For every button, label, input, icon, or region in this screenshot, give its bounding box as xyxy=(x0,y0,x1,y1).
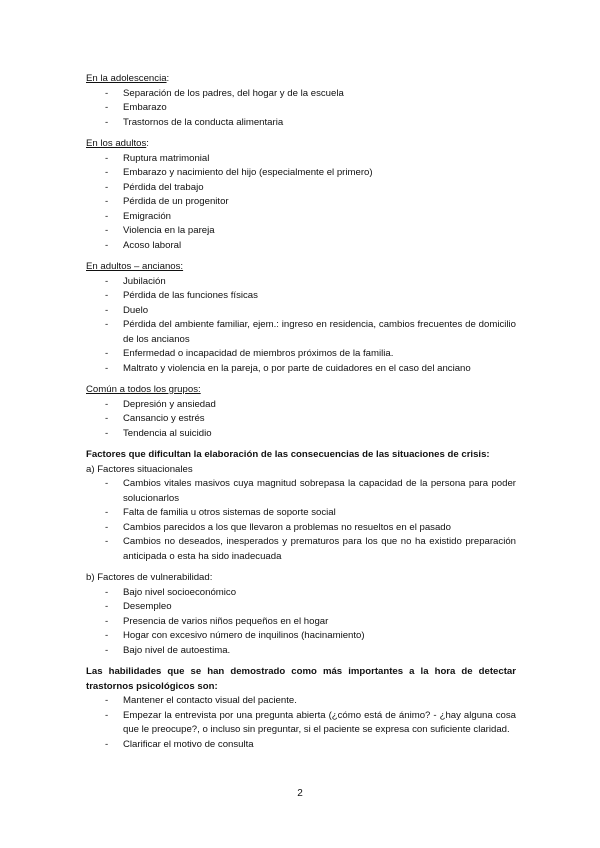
heading-colon: : xyxy=(146,138,149,149)
list-item: - Ruptura matrimonial xyxy=(86,152,516,167)
list-ancianos xyxy=(86,275,516,377)
list-item: - Hogar con excesivo número de inquilinos (hacinamiento) xyxy=(86,629,516,644)
list-item: - Mantener el contacto visual del paciente. xyxy=(86,694,516,709)
list-item: - Cambios parecidos a los que llevaron a problemas no resueltos en el pasado xyxy=(86,521,516,536)
list-item: - Clarificar el motivo de consulta xyxy=(86,738,516,753)
list-item: - Maltrato y violencia en la pareja, o por parte de cuidadores en el caso del anciano xyxy=(86,362,516,377)
list-item: - Pérdida de las funciones físicas xyxy=(86,289,516,304)
section-heading-comun: Común a todos los grupos: xyxy=(86,384,201,395)
list-adolescencia xyxy=(86,87,516,131)
list-item: - Acoso laboral xyxy=(86,239,516,254)
list-item: - Trastornos de la conducta alimentaria xyxy=(86,116,516,131)
heading-text: En los adultos xyxy=(86,138,147,149)
list-item: - Embarazo y nacimiento del hijo (especialmente el primero) xyxy=(86,166,516,181)
list-item: - Duelo xyxy=(86,304,516,319)
list-situacionales xyxy=(86,477,516,564)
list-item: - Cambios vitales masivos cuya magnitud sobrepasa la capacidad de la persona para poder solucionarlos xyxy=(86,477,516,506)
list-item: - Violencia en la pareja xyxy=(86,224,516,239)
section-heading-factores: Factores que dificultan la elaboración de las consecuencias de las situaciones de crisis: xyxy=(86,449,490,460)
list-item: - Tendencia al suicidio xyxy=(86,427,516,442)
list-item: - Pérdida del ambiente familiar, ejem.: ingreso en residencia, cambios frecuentes de domicilio de los ancianos xyxy=(86,318,516,347)
list-item: - Enfermedad o incapacidad de miembros próximos de la familia. xyxy=(86,347,516,362)
section-heading-adolescencia xyxy=(86,72,516,87)
subheading-situacionales: a) Factores situacionales xyxy=(86,463,193,475)
list-habilidades xyxy=(86,694,516,752)
list-item: - Bajo nivel de autoestima. xyxy=(86,644,516,659)
list-item: - Cansancio y estrés xyxy=(86,412,516,427)
list-item: - Cambios no deseados, inesperados y prematuros para los que no ha existido preparación anticipada o esta ha sido inadecuada xyxy=(86,535,516,564)
heading-colon: : xyxy=(166,73,170,84)
list-comun xyxy=(86,398,516,442)
list-item: - Depresión y ansiedad xyxy=(86,398,516,413)
list-vulnerabilidad xyxy=(86,586,516,659)
list-item: - Jubilación xyxy=(86,275,516,290)
list-item: - Falta de familia u otros sistemas de soporte social xyxy=(86,506,516,521)
section-heading-adultos xyxy=(86,137,516,152)
page-number: 2 xyxy=(297,788,303,799)
list-item: - Presencia de varios niños pequeños en el hogar xyxy=(86,615,516,630)
document-body xyxy=(86,72,516,752)
list-item: - Desempleo xyxy=(86,600,516,615)
section-heading-habilidades: Las habilidades que se han demostrado como más importantes a la hora de detectar trastornos psicológicos son: xyxy=(86,666,516,692)
list-item: - Separación de los padres, del hogar y de la escuela xyxy=(86,87,516,102)
list-item: - Embarazo xyxy=(86,101,516,116)
section-heading-ancianos: En adultos – ancianos: xyxy=(86,261,184,272)
list-item: - Emigración xyxy=(86,210,516,225)
heading-text: En la adolescencia xyxy=(86,73,167,84)
list-item: - Bajo nivel socioeconómico xyxy=(86,586,516,601)
list-adultos xyxy=(86,152,516,254)
list-item: - Pérdida del trabajo xyxy=(86,181,516,196)
list-item: - Empezar la entrevista por una pregunta abierta (¿cómo está de ánimo? - ¿hay alguna cosa que le preocupe?, o incluso sin preguntar, si el paciente se expresa con suficiente claridad. xyxy=(86,709,516,738)
subheading-vulnerabilidad: b) Factores de vulnerabilidad: xyxy=(86,572,213,583)
list-item: - Pérdida de un progenitor xyxy=(86,195,516,210)
